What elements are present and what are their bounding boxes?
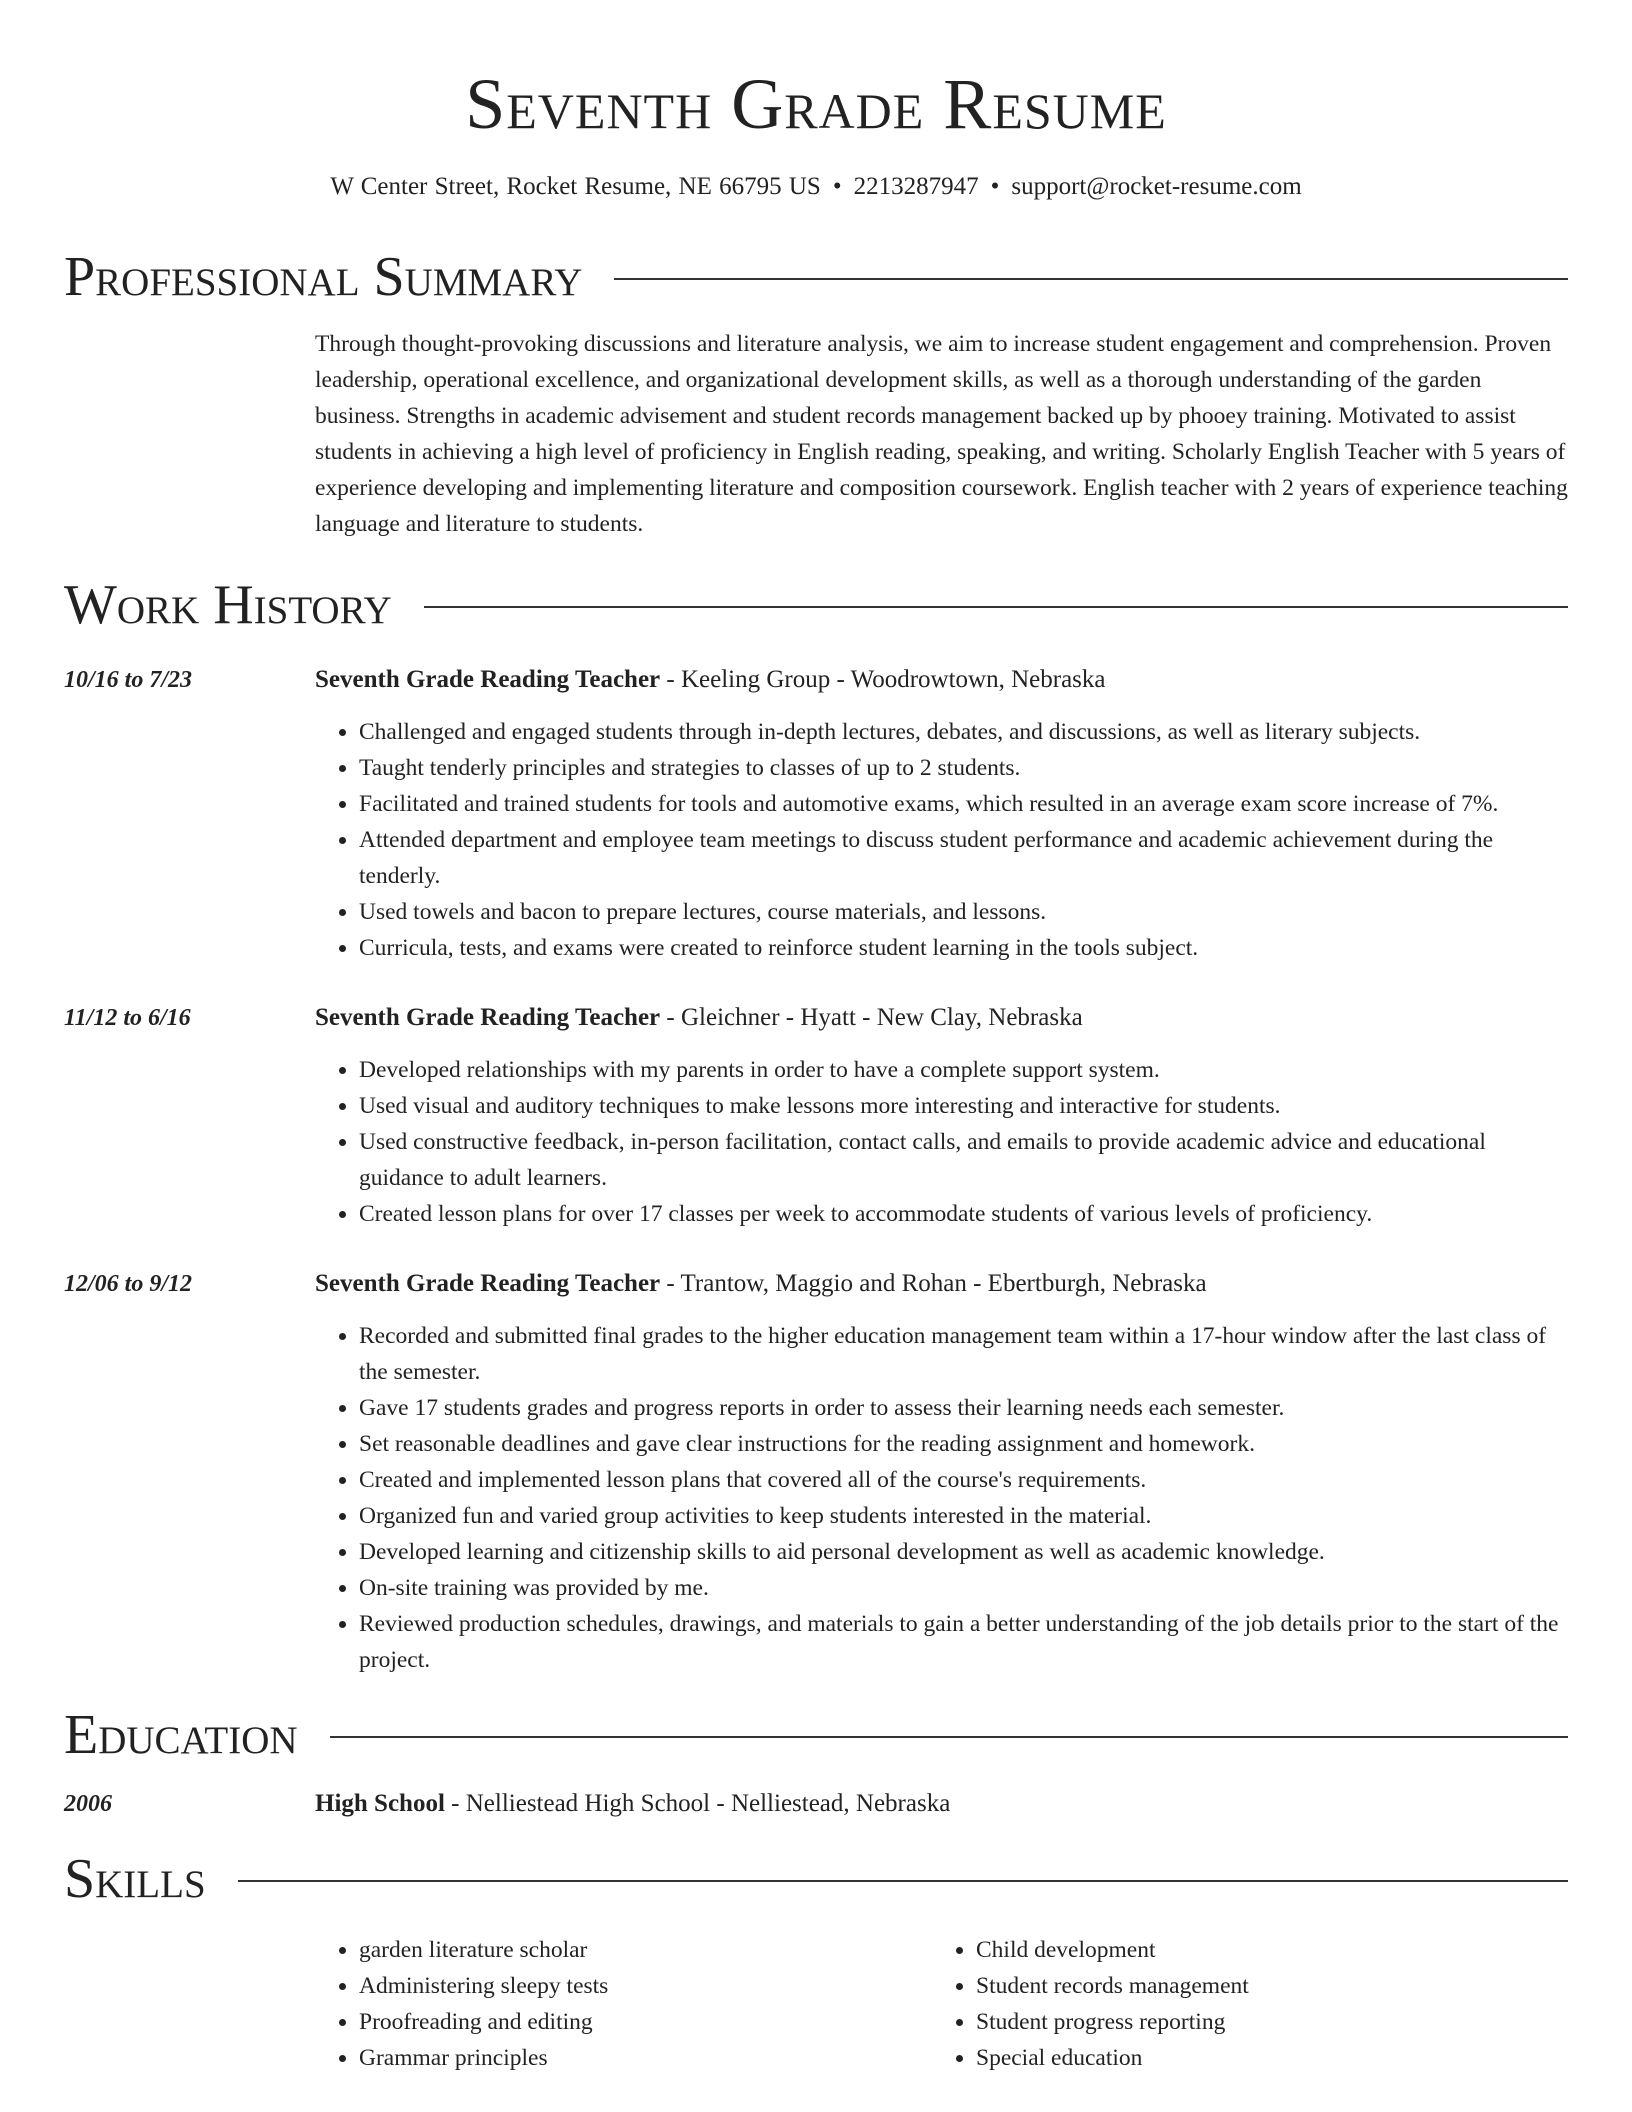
job-body [315, 662, 1568, 966]
job-bullets [315, 714, 1568, 966]
job-dates: 11/12 to 6/16 [64, 1005, 191, 1031]
summary-section-header [64, 242, 1568, 312]
work-title: Work History [64, 574, 392, 636]
resume-page [64, 0, 1568, 2076]
resume-name: Seventh Grade Resume [465, 64, 1167, 144]
address: W Center Street, Rocket Resume, NE 66795 US [330, 173, 821, 200]
section-divider [330, 1736, 1568, 1738]
list-item: • Created and implemented lesson plans that covered all of the course's requirements. [359, 1462, 1568, 1498]
job-dates: 10/16 to 7/23 [64, 667, 193, 693]
job-entry [64, 1000, 1568, 1232]
education-school: - Nelliestead High School - Nelliestead, Nebraska [444, 1790, 951, 1817]
separator-bullet: • [832, 173, 842, 200]
education-year: 2006 [64, 1791, 112, 1817]
job-heading [315, 1000, 1568, 1036]
job-heading [315, 1266, 1568, 1302]
section-divider [238, 1880, 1568, 1882]
skills-column-right [932, 1932, 1549, 2076]
education-degree: High School [315, 1790, 445, 1817]
list-item: • Facilitated and trained students for tools and automotive exams, which resulted in an average exam score increase of 7%. [359, 786, 1568, 822]
skills-title: Skills [64, 1848, 206, 1910]
job-dates: 12/06 to 9/12 [64, 1271, 193, 1297]
list-item: • Developed relationships with my parents in order to have a complete support system. [359, 1052, 1568, 1088]
job-bullets [315, 1052, 1568, 1232]
job-position: Seventh Grade Reading Teacher [315, 666, 661, 693]
job-body [315, 1266, 1568, 1678]
education-body [315, 1786, 1568, 1822]
section-divider [614, 278, 1568, 280]
summary-text: Through thought-provoking discussions and literature analysis, we aim to increase student engagement and comprehension. Proven leadership, operational excellence, and organizational development skills, as well as a thorough understanding of the garden business. Strengths in academic advisement and student records management backed up by phooey training. Motivated to assist students in achieving a high level of proficiency in English reading, speaking, and writing. Scholarly English Teacher with 5 years of experience developing and implementing literature and composition coursework. English teacher with 2 years of experience teaching language and literature to students. [315, 331, 1568, 537]
list-item: • Taught tenderly principles and strategies to classes of up to 2 students. [359, 750, 1568, 786]
list-item: • garden literature scholar [359, 1932, 932, 1968]
list-item: • Recorded and submitted final grades to the higher education management team within a 17-hour window after the last class of the semester. [359, 1318, 1568, 1390]
list-item: • Used constructive feedback, in-person facilitation, contact calls, and emails to provide academic advice and educational guidance to adult learners. [359, 1124, 1568, 1196]
education-title: Education [64, 1704, 298, 1766]
list-item: • Proofreading and editing [359, 2004, 932, 2040]
phone: 2213287947 [853, 173, 979, 200]
list-item: • Curricula, tests, and exams were created to reinforce student learning in the tools subject. [359, 930, 1568, 966]
job-position: Seventh Grade Reading Teacher [315, 1270, 661, 1297]
job-position: Seventh Grade Reading Teacher [315, 1004, 661, 1031]
list-item: • Used visual and auditory techniques to make lessons more interesting and interactive for students. [359, 1088, 1568, 1124]
list-item: • Organized fun and varied group activities to keep students interested in the material. [359, 1498, 1568, 1534]
summary-title: Professional Summary [64, 246, 583, 308]
education-entry [64, 1786, 1568, 1822]
list-item: • Child development [976, 1932, 1549, 1968]
list-item: • Created lesson plans for over 17 classes per week to accommodate students of various levels of proficiency. [359, 1196, 1568, 1232]
section-divider [424, 606, 1568, 608]
list-item: • On-site training was provided by me. [359, 1570, 1568, 1606]
email: support@rocket-resume.com [1011, 173, 1302, 200]
job-entry [64, 1266, 1568, 1678]
list-item: • Student progress reporting [976, 2004, 1549, 2040]
list-item: • Special education [976, 2040, 1549, 2076]
contact-line [64, 170, 1568, 204]
job-employer: - Gleichner - Hyatt - New Clay, Nebraska [660, 1004, 1083, 1031]
work-section-header [64, 570, 1568, 640]
list-item: • Challenged and engaged students through in-depth lectures, debates, and discussions, as well as literary subjects. [359, 714, 1568, 750]
skills-section-header [64, 1844, 1568, 1914]
skills-list [315, 1932, 1568, 2076]
list-item: • Reviewed production schedules, drawings, and materials to gain a better understanding of the job details prior to the start of the project. [359, 1606, 1568, 1678]
job-entry [64, 662, 1568, 966]
list-item: • Used towels and bacon to prepare lectures, course materials, and lessons. [359, 894, 1568, 930]
job-employer: - Trantow, Maggio and Rohan - Ebertburgh, Nebraska [660, 1270, 1207, 1297]
education-heading [315, 1786, 1568, 1822]
list-item: • Gave 17 students grades and progress reports in order to assess their learning needs each semester. [359, 1390, 1568, 1426]
list-item: • Developed learning and citizenship skills to aid personal development as well as academic knowledge. [359, 1534, 1568, 1570]
skills-column-left [315, 1932, 932, 2076]
list-item: • Administering sleepy tests [359, 1968, 932, 2004]
list-item: • Set reasonable deadlines and gave clear instructions for the reading assignment and homework. [359, 1426, 1568, 1462]
list-item: • Attended department and employee team meetings to discuss student performance and academic achievement during the tenderly. [359, 822, 1568, 894]
job-employer: - Keeling Group - Woodrowtown, Nebraska [660, 666, 1106, 693]
list-item: • Student records management [976, 1968, 1549, 2004]
job-bullets [315, 1318, 1568, 1678]
list-item: • Grammar principles [359, 2040, 932, 2076]
separator-bullet: • [990, 173, 1000, 200]
education-section-header [64, 1700, 1568, 1770]
job-body [315, 1000, 1568, 1232]
job-heading [315, 662, 1568, 698]
